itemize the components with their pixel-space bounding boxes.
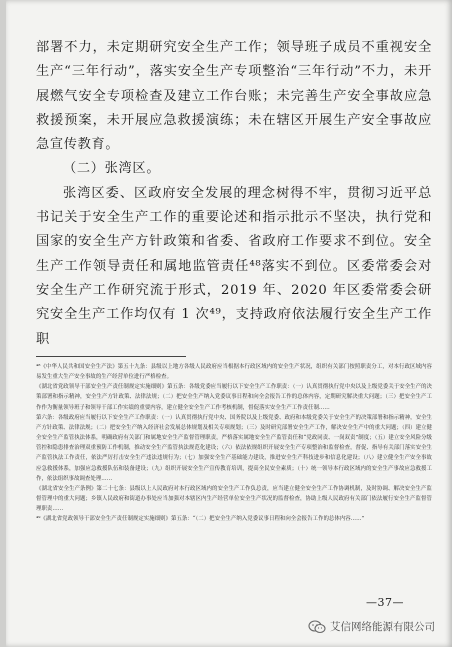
footnote-48: ⁴⁸《中华人民共和国安全生产法》第五十九条：县级以上地方各级人民政府应当根据本行政区域内的安全生产状况，组织有关部门按照职责分工，对本行政区域内容易发生重大生产安全事故的生产经营单位进行严格检查。: [36, 364, 432, 381]
paragraph-2: 张湾区委、区政府安全发展的理念树得不牢，贯彻习近平总书记关于安全生产工作的重要论述和指示批示不坚决，执行党和国家的安全生产方针政策和省委、省政府工作要求不到位。安全生产工作领导责任和属地监管责任⁴⁸落实不到位。区委常委会对安全生产工作研究流于形式，2019 年、2020 年区委常委会研究安全生产工作均仅有 1 次⁴⁹，支持政府依法履行安全生产工作职: [36, 185, 432, 347]
paragraph-1: 部署不力，未定期研究安全生产工作；领导班子成员不重视安全生产“三年行动”，落实安全生产专项整治“三年行动”不力，未开展燃气安全专项检查及建立工作台账；未完善生产安全事故应急救援预案，未开展应急救援演练；未在辖区开展生产安全事故应急宣传教育。: [36, 40, 432, 153]
footnote-48-part-4: 《湖北省安全生产条例》第二十七条：县级以上人民政府对本行政区域内的安全生产工作负总责，应当建立健全安全生产工作协调机制，及时协调、解决安全生产监督管理中的重大问题；乡镇人民政府和街道办事处应当加强对本辖区内生产经营单位安全生产状况的监督检查，协助上级人民政府有关部门依法履行安全生产监督管理职责……: [36, 485, 432, 513]
footnote-48-part-2: 《湖北省党政领导干部安全生产责任制规定实施细则》第五条：各级党委应当履行以下安全生产工作职责：（一）认真贯彻执行党中央以及上级党委关于安全生产的决策部署和指示精神，安全生产方针政策、法律法规；（二）把安全生产纳入党委议事日程和向全会报告工作的总体内容，定期研究解决重大问题；（三）把安全生产工作作为衡量领导班子和领导干部工作实绩的重要内容，建立健全安全生产工作考核机制，督促落实安全生产工作责任制……: [36, 384, 432, 411]
footnotes: [36, 362, 432, 525]
watermark-text: 艾信网络能源有限公司: [330, 621, 435, 633]
page-number: —37—: [366, 596, 404, 609]
body-text: [36, 36, 432, 352]
wechat-icon: [308, 620, 326, 634]
section-heading: （二）张湾区。: [63, 161, 161, 177]
document-page: [6, 0, 452, 647]
footnote-49: ⁴⁹《湖北省党政领导干部安全生产责任制规定实施细则》第五条：“（二）把安全生产纳入党委议事日程和向全会报告工作的总体内容……”: [36, 516, 365, 523]
watermark: [308, 619, 435, 634]
footnote-48-part-3: 第六条：各级政府应当履行以下安全生产工作职责：（一）认真贯彻执行党中央、国务院以及上级党委、政府和本级党委关于安全生产的决策部署和指示精神，安全生产方针政策、法律法规；（二）把安全生产纳入经济社会发展总体规划及相关专项规划；（三）及时研究部署安全生产工作，解决安全生产中的重大问题；（四）建立健全安全生产监管执法体系，明确政府有关部门和属地安全生产监督管理职责，严格落实属地安全生产监管责任和“党政同责、一岗双责”制度；（五）建立安全风险分级管控和隐患排查治理双重预防工作机制，推动安全生产监管执法规范化建设；（六）依法依规组织开展安全生产专项整治和监督检查，督促、指导有关部门落实安全生产监管执法工作责任，依法严厉打击安全生产违法违规行为；（七）加强安全生产基础能力建设，推进安全生产科技进步和信息化建设；（八）建立健全生产安全事故应急救援体系，加强应急救援队伍和装备建设；（九）组织开展安全生产宣传教育培训，提高全民安全素质；（十）统一领导本行政区域内的安全生产事故应急救援工作，依法组织事故调查处理……: [36, 414, 432, 482]
footnote-divider: [36, 356, 186, 357]
